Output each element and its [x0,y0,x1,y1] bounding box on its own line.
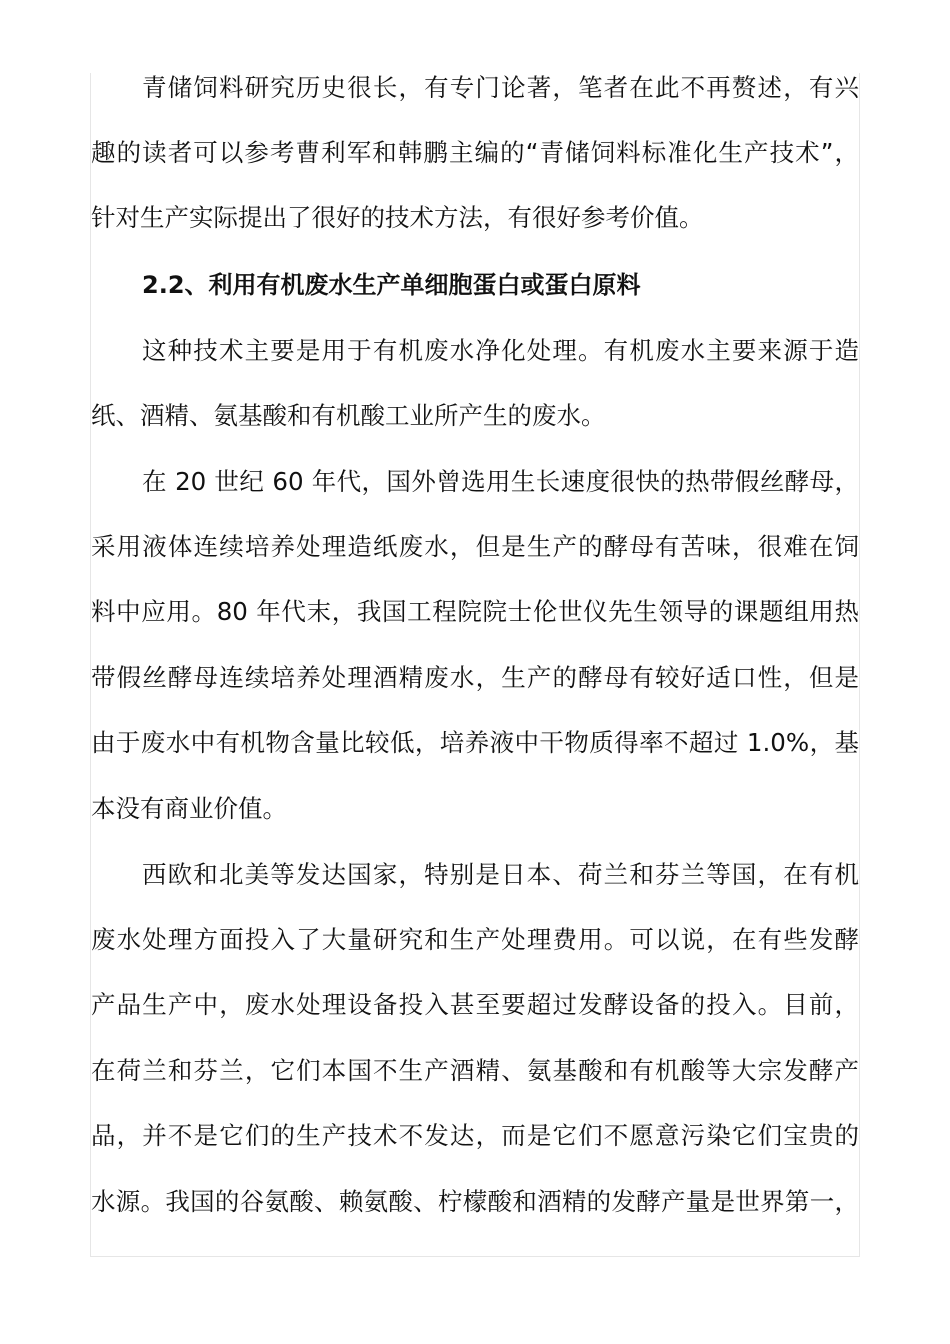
paragraph-line: 采用液体连续培养处理造纸废水，但是生产的酵母有苦味，很难在饲 [91,532,859,561]
paragraph-line: 纸、酒精、氨基酸和有机酸工业所产生的废水。 [91,401,606,430]
paragraph-line: 带假丝酵母连续培养处理酒精废水，生产的酵母有较好适口性，但是 [91,663,859,692]
paragraph-line: 废水处理方面投入了大量研究和生产处理费用。可以说，在有些发酵 [91,925,859,954]
paragraph-line: 趣的读者可以参考曹利军和韩鹏主编的“青储饲料标准化生产技术”， [91,138,859,167]
paragraph-line: 料中应用。80 年代末，我国工程院院士伦世仪先生领导的课题组用热 [91,597,859,626]
paragraph-line: 针对生产实际提出了很好的技术方法，有很好参考价值。 [91,203,704,232]
section-heading: 2.2、利用有机废水生产单细胞蛋白或蛋白原料 [142,271,641,299]
paragraph-line: 在 20 世纪 60 年代，国外曾选用生长速度很快的热带假丝酵母， [142,467,859,496]
paragraph-line: 由于废水中有机物含量比较低，培养液中干物质得率不超过 1.0%，基 [91,728,859,757]
paragraph-line: 在荷兰和芬兰，它们本国不生产酒精、氨基酸和有机酸等大宗发酵产 [91,1056,859,1085]
paragraph-line: 这种技术主要是用于有机废水净化处理。有机废水主要来源于造 [142,336,859,365]
paragraph-line: 品，并不是它们的生产技术不发达，而是它们不愿意污染它们宝贵的 [91,1121,859,1150]
paragraph-line: 水源。我国的谷氨酸、赖氨酸、柠檬酸和酒精的发酵产量是世界第一， [91,1187,859,1216]
paragraph-line: 西欧和北美等发达国家，特别是日本、荷兰和芬兰等国，在有机 [142,860,859,889]
paragraph-line: 产品生产中，废水处理设备投入甚至要超过发酵设备的投入。目前， [91,990,859,1019]
paragraph-line: 青储饲料研究历史很长，有专门论著，笔者在此不再赘述，有兴 [142,73,859,102]
paragraph-line: 本没有商业价值。 [91,794,287,823]
